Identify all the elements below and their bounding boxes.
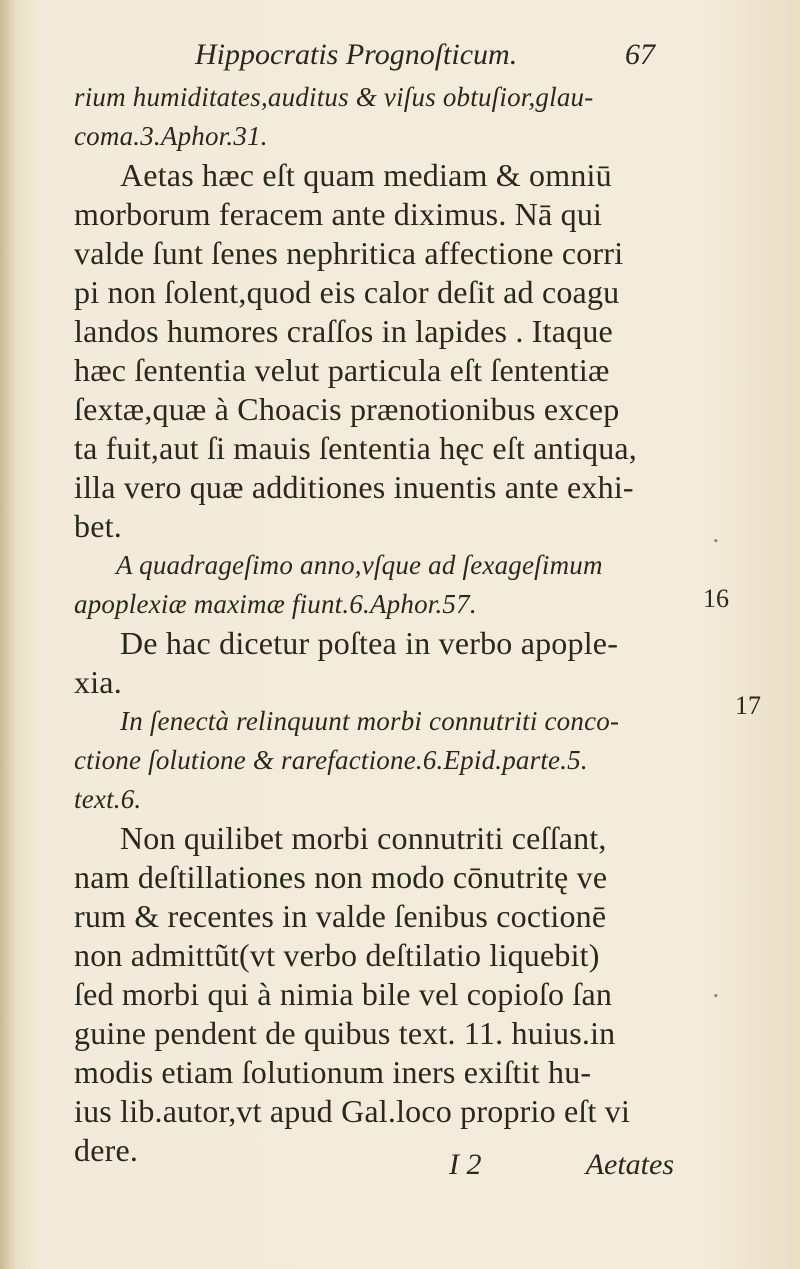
text-line: ſextæ,quæ à Choacis prænotionibus excep <box>74 391 620 427</box>
text-line: modis etiam ſolutionum iners exiſtit hu- <box>74 1054 592 1090</box>
text-line: non admittũt(vt verbo deſtilatio liquebit) <box>74 937 600 973</box>
text-line: landos humores craſſos in lapides . Itaque <box>74 313 613 349</box>
running-head: Hippocratis Prognoſticum. <box>195 38 518 71</box>
text-line: ta fuit,aut ſi mauis ſententia hęc eſt antiqua, <box>74 430 637 466</box>
text-line: text.6. <box>74 784 142 814</box>
text-line: bet. <box>74 508 122 544</box>
text-line: guine pendent de quibus text. 11. huius.in <box>74 1015 616 1051</box>
ink-speck: . <box>712 975 720 1003</box>
text-line: De hac dicetur poſtea in verbo apople- <box>120 625 619 661</box>
text-line: Non quilibet morbi connutriti ceſſant, <box>120 820 607 856</box>
text-line: rum & recentes in valde ſenibus coctionē <box>74 898 607 934</box>
text-line: A quadrageſimo anno,vſque ad ſexageſimum <box>116 550 603 580</box>
page-number: 67 <box>625 38 655 71</box>
text-line: ctione ſolutione & rarefactione.6.Epid.parte.5. <box>74 745 588 775</box>
signature-mark: I 2 <box>449 1148 482 1181</box>
text-block <box>74 78 674 1170</box>
text-line: ius lib.autor,vt apud Gal.loco proprio eſt vi <box>74 1093 631 1129</box>
text-line: illa vero quæ additiones inuentis ante exhi- <box>74 469 634 505</box>
text-line: ſed morbi qui à nimia bile vel copioſo ſan <box>74 976 613 1012</box>
text-line: In ſenectà relinquunt morbi connutriti conco- <box>120 706 620 736</box>
text-line: rium humiditates,auditus & viſus obtuſior,glau- <box>74 82 594 112</box>
text-line: apoplexiæ maximæ fiunt.6.Aphor.57. <box>74 589 477 619</box>
text-line: morborum feracem ante diximus. Nā qui <box>74 196 603 232</box>
ink-speck: . <box>712 520 720 548</box>
text-line: xia. <box>74 664 122 700</box>
margin-note: 17 <box>735 691 761 720</box>
text-line: Aetas hæc eſt quam mediam & omniū <box>120 157 612 193</box>
text-line: coma.3.Aphor.31. <box>74 121 268 151</box>
page-header <box>195 38 655 78</box>
page-gutter <box>0 0 14 1269</box>
text-line: pi non ſolent,quod eis calor deſit ad coagu <box>74 274 620 310</box>
catchword: Aetates <box>585 1148 674 1181</box>
margin-note: 16 <box>703 584 729 613</box>
page-footer <box>74 1148 674 1188</box>
text-line: valde ſunt ſenes nephritica affectione corri <box>74 235 624 271</box>
text-line: hæc ſententia velut particula eſt ſententiæ <box>74 352 610 388</box>
text-line: nam deſtillationes non modo cōnutritę ve <box>74 859 608 895</box>
text-line: dere. <box>74 1132 139 1168</box>
